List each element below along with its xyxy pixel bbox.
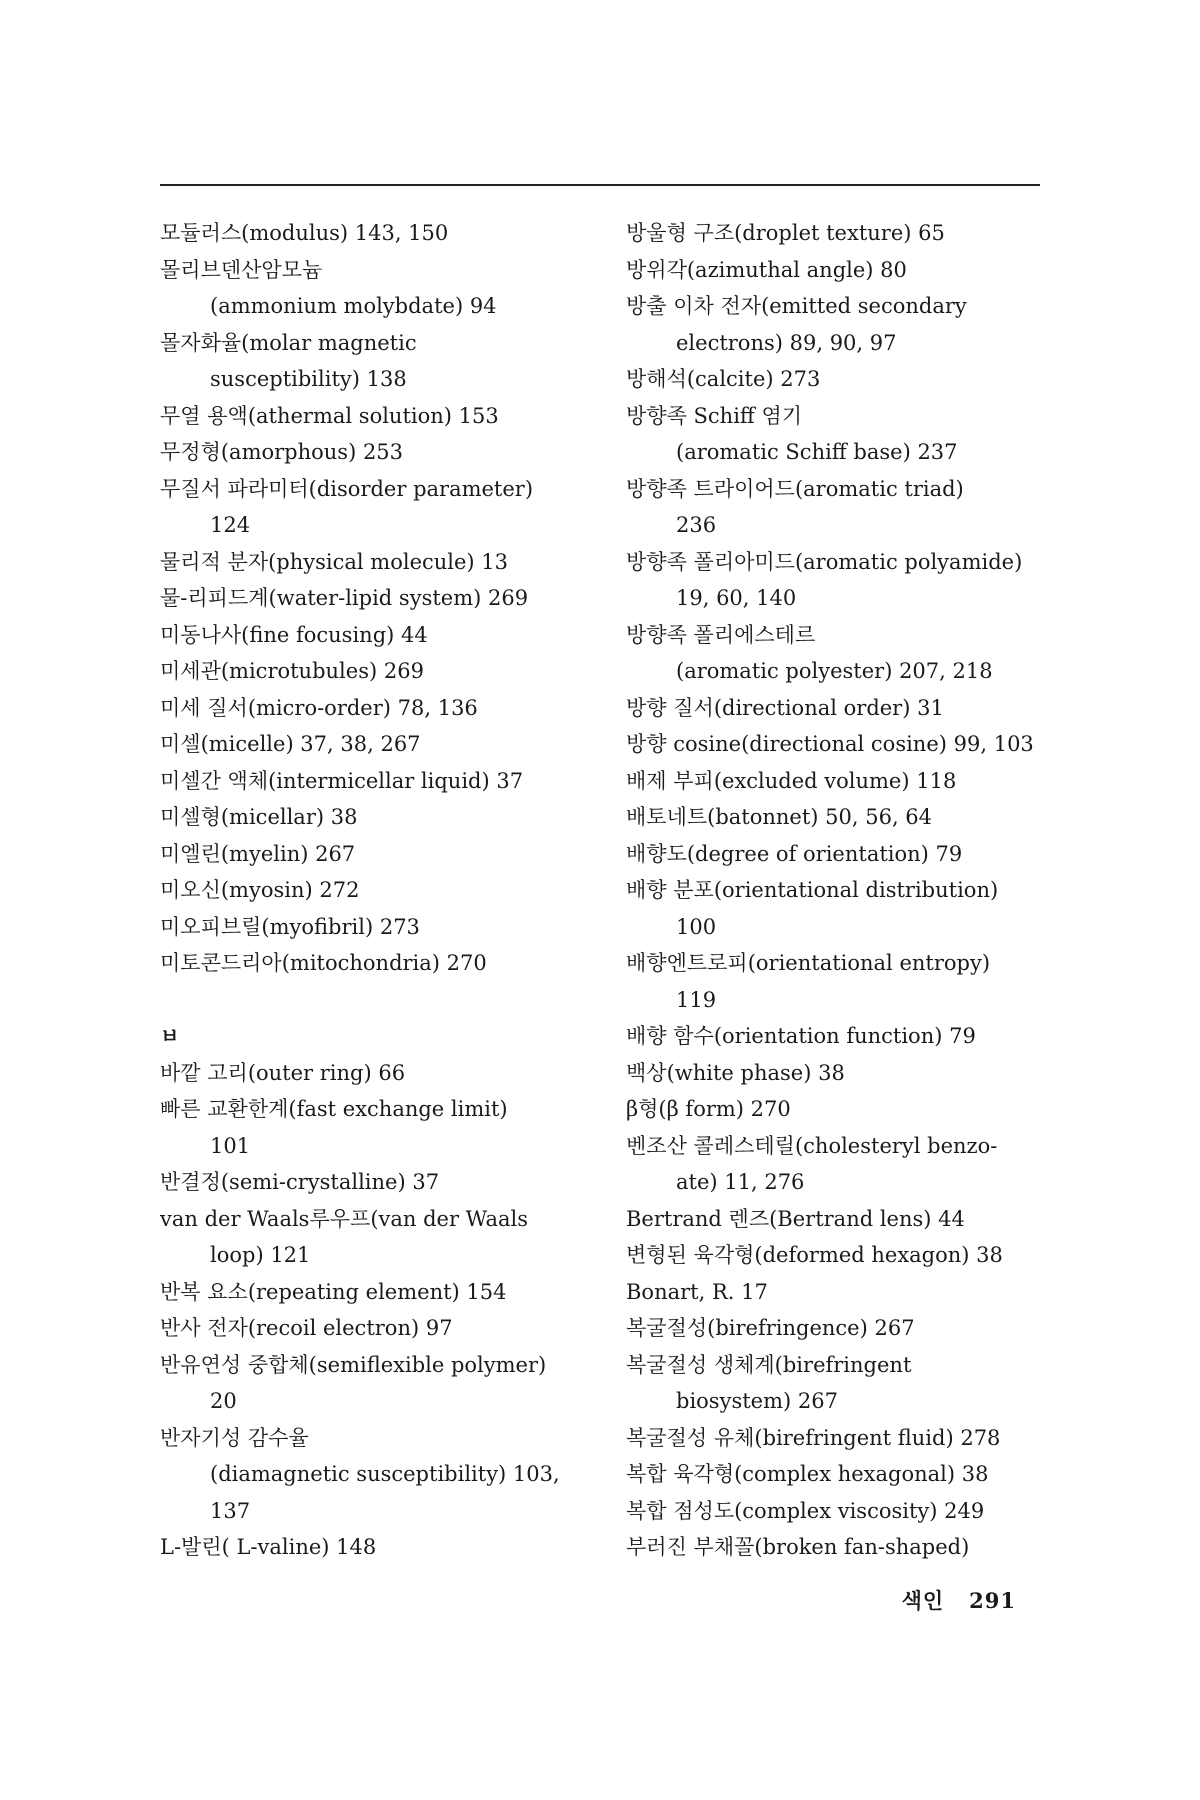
index-entry-line: 방향족 Schiff 염기 <box>626 403 803 428</box>
index-entry-line: 미셀형(micellar) 38 <box>160 805 358 829</box>
index-entry-line: 20 <box>210 1389 237 1413</box>
index-entry-line: 미세 질서(micro-order) 78, 136 <box>160 695 478 720</box>
index-entry-line: 미오피브릴(myofibril) 273 <box>160 914 420 939</box>
index-entry-line: 복굴절성(birefringence) 267 <box>626 1316 915 1340</box>
index-entry-line: 방향족 폴리아미드(aromatic polyamide) <box>626 549 1023 574</box>
index-entry-line: 부러진 부채꼴(broken fan-shaped) <box>626 1535 970 1559</box>
index-entry-line: 배향 분포(orientational distribution) <box>626 878 999 902</box>
index-entry-line: 바깥 고리(outer ring) 66 <box>160 1060 406 1085</box>
index-entry-line: 미동나사(fine focusing) 44 <box>160 622 428 647</box>
index-entry-line: 미셀간 액체(intermicellar liquid) 37 <box>160 768 524 793</box>
index-entry-line: 방향 질서(directional order) 31 <box>626 695 944 720</box>
index-entry-line: 101 <box>210 1133 251 1158</box>
index-entry-line: 반사 전자(recoil electron) 97 <box>160 1316 453 1340</box>
section-heading: ㅂ <box>160 1024 180 1048</box>
index-column-left <box>160 215 600 1566</box>
page-number: 291 <box>969 1588 1016 1613</box>
index-entry-line: loop) 121 <box>210 1243 311 1267</box>
index-entry-line: 배향 함수(orientation function) 79 <box>626 1024 976 1048</box>
index-entry-line: 19, 60, 140 <box>676 586 797 610</box>
index-entry-line: 반복 요소(repeating element) 154 <box>160 1279 507 1304</box>
top-rule <box>160 184 1040 186</box>
index-entry-line: 빠른 교환한계(fast exchange limit) <box>160 1097 508 1121</box>
index-entry-line: 방출 이차 전자(emitted secondary <box>626 294 967 318</box>
index-entry-line: 방해석(calcite) 273 <box>626 367 821 391</box>
index-entry-line: 방향족 트라이어드(aromatic triad) <box>626 476 964 501</box>
index-entry-line: 배향도(degree of orientation) 79 <box>626 841 963 866</box>
index-entry-line: 미셀(micelle) 37, 38, 267 <box>160 732 421 756</box>
index-entry-line: Bertrand 렌즈(Bertrand lens) 44 <box>626 1206 965 1231</box>
index-entry-line: 반결정(semi-crystalline) 37 <box>160 1170 440 1194</box>
index-entry-line: 배제 부피(excluded volume) 118 <box>626 768 957 793</box>
index-entry-line: 236 <box>676 513 717 537</box>
index-entry-line: 모듈러스(modulus) 143, 150 <box>160 221 449 245</box>
index-entry-line: 복합 점성도(complex viscosity) 249 <box>626 1498 985 1523</box>
index-entry-line: 무질서 파라미터(disorder parameter) <box>160 476 534 501</box>
index-entry-line: 물리적 분자(physical molecule) 13 <box>160 549 509 574</box>
index-entry-line: 변형된 육각형(deformed hexagon) 38 <box>626 1243 1003 1267</box>
index-entry-line: van der Waals루우프(van der Waals <box>160 1206 528 1231</box>
index-entry-line: 방향 cosine(directional cosine) 99, 103 <box>626 732 1034 756</box>
index-entry-line: L-발린( L-valine) 148 <box>160 1535 377 1559</box>
index-column-right <box>626 215 1046 1566</box>
index-entry-line: 복굴절성 생체계(birefringent <box>626 1352 912 1377</box>
index-entry-line: 미오신(myosin) 272 <box>160 878 360 902</box>
index-entry-line: 미세관(microtubules) 269 <box>160 659 424 683</box>
index-entry-line: 무열 용액(athermal solution) 153 <box>160 403 499 428</box>
index-entry-line: Bonart, R. 17 <box>626 1279 768 1304</box>
index-entry-line: 무정형(amorphous) 253 <box>160 440 404 464</box>
index-entry-line: 124 <box>210 513 251 537</box>
index-entry-line: 복합 육각형(complex hexagonal) 38 <box>626 1462 989 1486</box>
index-entry-line: 119 <box>676 987 717 1012</box>
page-footer <box>902 1585 1016 1615</box>
index-entry-line: 복굴절성 유체(birefringent fluid) 278 <box>626 1425 1001 1450</box>
index-entry-line: 반자기성 감수율 <box>160 1425 309 1450</box>
index-entry-line: 방향족 폴리에스테르 <box>626 622 816 647</box>
index-entry-line: (ammonium molybdate) 94 <box>210 294 497 318</box>
index-entry-line: 방위각(azimuthal angle) 80 <box>626 257 907 282</box>
footer-label: 색인 <box>901 1588 945 1613</box>
index-entry-line: susceptibility) 138 <box>210 367 407 391</box>
index-entry-line <box>160 982 600 1019</box>
index-entry-line: 벤조산 콜레스테릴(cholesteryl benzo- <box>626 1133 998 1158</box>
index-entry-line: (diamagnetic susceptibility) 103, <box>210 1462 560 1486</box>
index-entry-line: 물-리피드계(water-lipid system) 269 <box>160 586 529 610</box>
index-entry-line: 몰리브덴산암모늄 <box>160 257 323 282</box>
index-entry-line: biosystem) 267 <box>676 1389 838 1413</box>
index-entry-line: 미토콘드리아(mitochondria) 270 <box>160 951 487 975</box>
index-entry-line: (aromatic Schiff base) 237 <box>676 440 958 464</box>
index-entry-line: 배토네트(batonnet) 50, 56, 64 <box>626 805 933 829</box>
index-entry-line: 반유연성 중합체(semiflexible polymer) <box>160 1352 547 1377</box>
index-entry-line: 배향엔트로피(orientational entropy) <box>626 951 991 975</box>
index-entry-line: 백상(white phase) 38 <box>626 1060 845 1085</box>
index-entry-line: 미엘린(myelin) 267 <box>160 841 356 866</box>
index-entry-line: β형(β form) 270 <box>626 1097 791 1121</box>
index-entry-line: 몰자화율(molar magnetic <box>160 330 417 355</box>
index-entry-line: electrons) 89, 90, 97 <box>676 330 897 355</box>
index-entry-line: (aromatic polyester) 207, 218 <box>676 659 993 683</box>
index-entry-line: 137 <box>210 1498 251 1523</box>
index-entry-line: 방울형 구조(droplet texture) 65 <box>626 221 945 245</box>
index-entry-line: ate) 11, 276 <box>676 1170 805 1194</box>
index-entry-line: 100 <box>676 914 717 939</box>
